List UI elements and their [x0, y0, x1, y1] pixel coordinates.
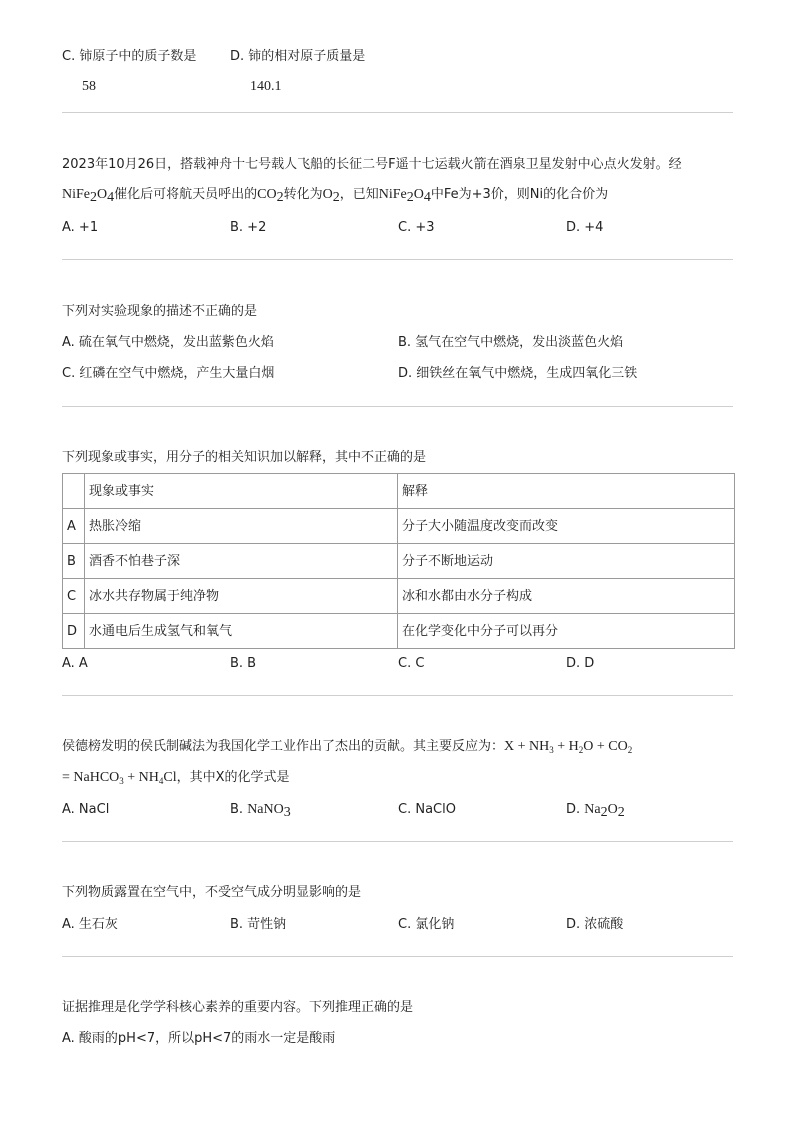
formula: CO [257, 187, 277, 202]
divider [62, 112, 733, 113]
option-d: D. D [566, 656, 595, 671]
formula: O [413, 187, 424, 202]
equation [62, 770, 177, 785]
option-b: B. B [230, 656, 257, 671]
table-header-cell: 现象或事实 [85, 474, 398, 509]
table-row [63, 579, 735, 614]
option-d [566, 802, 625, 820]
option-c: C. C [398, 656, 425, 671]
subscript: 3 [549, 745, 554, 755]
option-d: D. 铈的相对原子质量是 [230, 49, 366, 64]
question-stem: 下列现象或事实，用分子的相关知识加以解释，其中不正确的是 [62, 450, 427, 465]
option-label: B. [230, 802, 248, 817]
option-label: D. [566, 802, 585, 817]
formula: NaNO [247, 802, 284, 817]
subscript: 2 [627, 745, 633, 755]
table-cell: C [63, 579, 85, 614]
table-header-cell: 解释 [398, 474, 735, 509]
option-d: D. 细铁丝在氧气中燃烧，生成四氧化三铁 [398, 366, 638, 381]
divider [62, 259, 733, 260]
option-a: A. 硫在氧气中燃烧，发出蓝紫色火焰 [62, 335, 274, 350]
text: 转化为 [283, 187, 323, 202]
answer-table [62, 473, 735, 649]
text: 侯德榜发明的侯氏制碱法为我国化学工业作出了杰出的贡献。其主要反应为： [62, 739, 505, 754]
subscript: 2 [578, 745, 584, 755]
formula: NiFe [378, 187, 407, 202]
table-cell: B [63, 544, 85, 579]
table-cell: 酒香不怕巷子深 [85, 544, 398, 579]
subscript: 2 [332, 190, 340, 205]
option-a: A. 生石灰 [62, 917, 118, 932]
formula: Cl [163, 770, 177, 785]
option-b: B. +2 [230, 220, 267, 235]
option-c: C. NaClO [398, 802, 456, 817]
formula: + H [553, 739, 579, 754]
text: 中Fe为+3价，则Ni的化合价为 [430, 187, 609, 202]
subscript: 2 [90, 190, 97, 205]
table-header-cell [63, 474, 85, 509]
question-stem: 下列物质露置在空气中，不受空气成分明显影响的是 [62, 885, 362, 900]
subscript: 4 [158, 776, 164, 786]
question-stem-line1: 2023年10月26日，搭载神舟十七号载人飞船的长征二号F遥十七运载火箭在酒泉卫星发射中心点火发射。经 [62, 157, 682, 172]
option-a: A. A [62, 656, 88, 671]
table-cell: 热胀冷缩 [85, 509, 398, 544]
table-cell: 分子不断地运动 [398, 544, 735, 579]
option-c: C. 氯化钠 [398, 917, 455, 932]
formula: O [322, 187, 333, 202]
option-c-value: 58 [82, 79, 96, 94]
table-cell: A [63, 509, 85, 544]
subscript: 4 [423, 190, 431, 205]
subscript: 2 [617, 805, 625, 820]
option-c: C. +3 [398, 220, 435, 235]
subscript: 2 [276, 190, 284, 205]
formula: X + NH [504, 739, 550, 754]
formula: Na [584, 802, 601, 817]
table-row [63, 544, 735, 579]
question-stem: 证据推理是化学学科核心素养的重要内容。下列推理正确的是 [62, 1000, 414, 1015]
subscript: 4 [107, 190, 115, 205]
question-stem: 下列对实验现象的描述不正确的是 [62, 304, 258, 319]
option-d: D. +4 [566, 220, 604, 235]
text: 催化后可将航天员呼出的 [114, 187, 258, 202]
divider [62, 695, 733, 696]
equation [504, 739, 632, 754]
divider [62, 956, 733, 957]
table-cell: 冰和水都由水分子构成 [398, 579, 735, 614]
table-header-row [63, 474, 735, 509]
formula: O + CO [583, 739, 628, 754]
subscript: 2 [406, 190, 414, 205]
formula: O [97, 187, 108, 202]
formula: + NH [123, 770, 159, 785]
option-b: B. 氢气在空气中燃烧，发出淡蓝色火焰 [398, 335, 624, 350]
question-stem-line2 [62, 187, 609, 205]
formula: O [607, 802, 618, 817]
table-cell: 水通电后生成氢气和氧气 [85, 614, 398, 649]
option-c: C. 红磷在空气中燃烧，产生大量白烟 [62, 366, 275, 381]
table-cell: 在化学变化中分子可以再分 [398, 614, 735, 649]
option-a: A. +1 [62, 220, 99, 235]
question-stem-line1 [62, 740, 632, 754]
table-cell: 冰水共存物属于纯净物 [85, 579, 398, 614]
option-c: C. 铈原子中的质子数是 [62, 49, 197, 64]
divider [62, 841, 733, 842]
formula: NiFe [62, 187, 90, 202]
subscript: 2 [600, 805, 608, 820]
text: ，其中X的化学式是 [176, 770, 290, 785]
option-b [230, 802, 291, 820]
option-a: A. 酸雨的pH<7，所以pH<7的雨水一定是酸雨 [62, 1031, 336, 1046]
option-b: B. 苛性钠 [230, 917, 287, 932]
table-cell: D [63, 614, 85, 649]
option-d-value: 140.1 [250, 79, 282, 94]
option-a: A. NaCl [62, 802, 110, 817]
table-cell: 分子大小随温度改变而改变 [398, 509, 735, 544]
divider [62, 406, 733, 407]
question-stem-line2 [62, 771, 290, 785]
option-d: D. 浓硫酸 [566, 917, 624, 932]
formula: = NaHCO [62, 770, 120, 785]
subscript: 3 [283, 805, 291, 820]
text: ，已知 [339, 187, 379, 202]
table-row [63, 614, 735, 649]
subscript: 3 [119, 776, 124, 786]
table-row [63, 509, 735, 544]
